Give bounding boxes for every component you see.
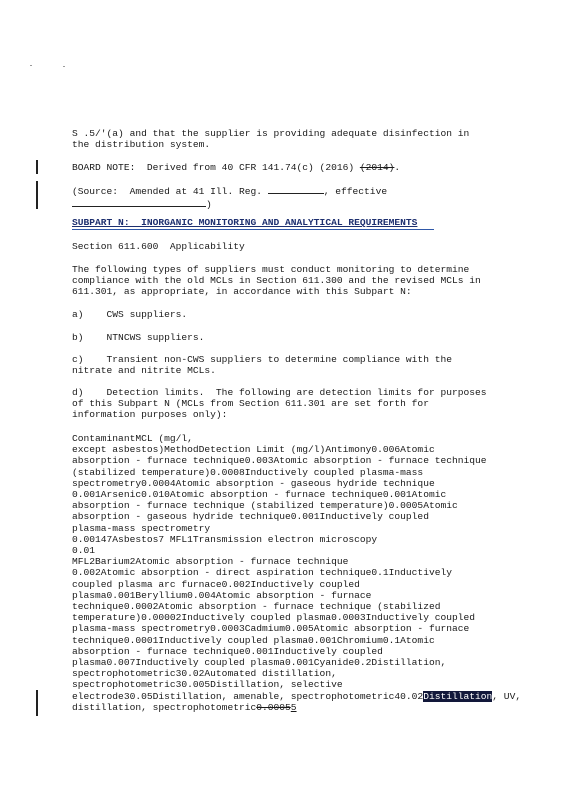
source-end: ) [206, 199, 212, 211]
table-line: electrode30.05Distillation, amenable, spectrophotometric40.02 [72, 690, 424, 702]
list-item-a [72, 309, 512, 320]
board-note-struck-year: (2014) [359, 162, 395, 173]
paragraph-applicability [72, 264, 512, 298]
source-effective: , effective [323, 186, 388, 197]
table-line: technique0.0002Atomic absorption - furnace technique (stabilized [72, 601, 441, 613]
text-line: compliance with the old MCLs in Section 611.300 and the revised MCLs in [72, 275, 481, 287]
table-line: coupled plasma arc furnace0.002Inductively coupled [72, 578, 360, 590]
table-line: plasma0.001Beryllium0.004Atomic absorption - furnace [72, 589, 372, 601]
section-heading [72, 241, 512, 252]
scan-speck [63, 66, 65, 67]
text-line: b) NTNCWS suppliers. [72, 332, 205, 343]
change-bar [36, 160, 38, 174]
table-line: 0.01 [72, 545, 96, 557]
table-line: 0.00147Asbestos7 MFL1Transmission electron microscopy [72, 533, 378, 545]
list-item-c [72, 354, 512, 376]
list-item-d [72, 387, 512, 421]
text-line: information purposes only): [72, 409, 228, 421]
table-line: technique0.0001Inductively coupled plasma0.001Chromium0.1Atomic [72, 634, 435, 646]
table-line: distillation, spectrophotometric [72, 701, 257, 713]
table-line: except asbestos)MethodDetection Limit (mg/l)Antimony0.006Atomic [72, 444, 435, 456]
table-line: temperature)0.00002Inductively coupled plasma0.0003Inductively coupled [72, 612, 476, 624]
source-note [72, 184, 512, 210]
scan-speck [30, 65, 32, 66]
table-line: spectrophotometric30.02Automated distillation, [72, 668, 337, 680]
heading-rule [72, 229, 434, 230]
table-line: absorption - furnace technique0.003Atomic absorption - furnace technique [72, 455, 487, 467]
struck-value: 0.0005 [256, 701, 291, 713]
table-line: ContaminantMCL (mg/l, [72, 433, 193, 444]
text-line: nitrate and nitrite MCLs. [72, 365, 216, 377]
table-line: spectrophotometric30.005Distillation, selective [72, 679, 343, 691]
table-line-end: , UV, [492, 690, 522, 702]
text-line: 611.301, as appropriate, in accordance with this Subpart N: [72, 286, 412, 298]
change-bar [36, 181, 38, 209]
inserted-value: 5 [290, 701, 297, 713]
table-line: 0.002Atomic absorption - direct aspiration technique0.1Inductively [72, 567, 452, 579]
table-line: absorption - furnace technique0.001Inductively coupled [72, 645, 383, 657]
detection-limit-table [72, 433, 522, 713]
table-line: plasma0.007Inductively coupled plasma0.001Cyanide0.2Distillation, [72, 657, 447, 669]
date-blank [72, 197, 206, 207]
table-line: absorption - gaseous hydride technique0.001Inductively coupled [72, 511, 429, 523]
text-line: c) Transient non-CWS suppliers to determine compliance with the [72, 354, 452, 365]
subpart-title: SUBPART N: INORGANIC MONITORING AND ANALYTICAL REQUIREMENTS [72, 217, 418, 228]
board-note [72, 162, 512, 173]
source-text: (Source: Amended at 41 Ill. Reg. [72, 186, 268, 197]
table-line: plasma-mass spectrometry0.0003Cadmium0.005Atomic absorption - furnace [72, 623, 470, 635]
change-bar [36, 690, 38, 716]
text-line: a) CWS suppliers. [72, 309, 188, 320]
table-line: spectrometry0.0004Atomic absorption - gaseous hydride technique [72, 477, 435, 489]
board-note-text: BOARD NOTE: Derived from 40 CFR 141.74(c) (2016) [72, 162, 360, 173]
highlighted-text: Distillation [423, 690, 493, 702]
board-note-end: . [394, 162, 401, 173]
text-line: d) Detection limits. The following are detection limits for purposes [72, 387, 487, 398]
text-line: The following types of suppliers must conduct monitoring to determine [72, 264, 470, 275]
table-line: absorption - furnace technique (stabilized temperature)0.0005Atomic [72, 500, 458, 512]
table-line: 0.001Arsenic0.010Atomic absorption - furnace technique0.001Atomic [72, 489, 447, 501]
section-title: Section 611.600 Applicability [72, 241, 245, 252]
table-line: plasma-mass spectrometry [72, 522, 211, 534]
list-item-b [72, 332, 512, 343]
register-blank [268, 184, 324, 194]
paragraph-disinfection [72, 128, 512, 150]
subpart-heading [72, 217, 512, 228]
text-line: the distribution system. [72, 139, 211, 151]
text-line: of this Subpart N (MCLs from Section 611.301 are set forth for [72, 398, 429, 410]
text-line: S .5/'(a) and that the supplier is providing adequate disinfection in [72, 128, 470, 139]
table-line: (stabilized temperature)0.0008Inductively coupled plasma-mass [72, 466, 424, 478]
table-line: MFL2Barium2Atomic absorption - furnace technique [72, 556, 349, 568]
